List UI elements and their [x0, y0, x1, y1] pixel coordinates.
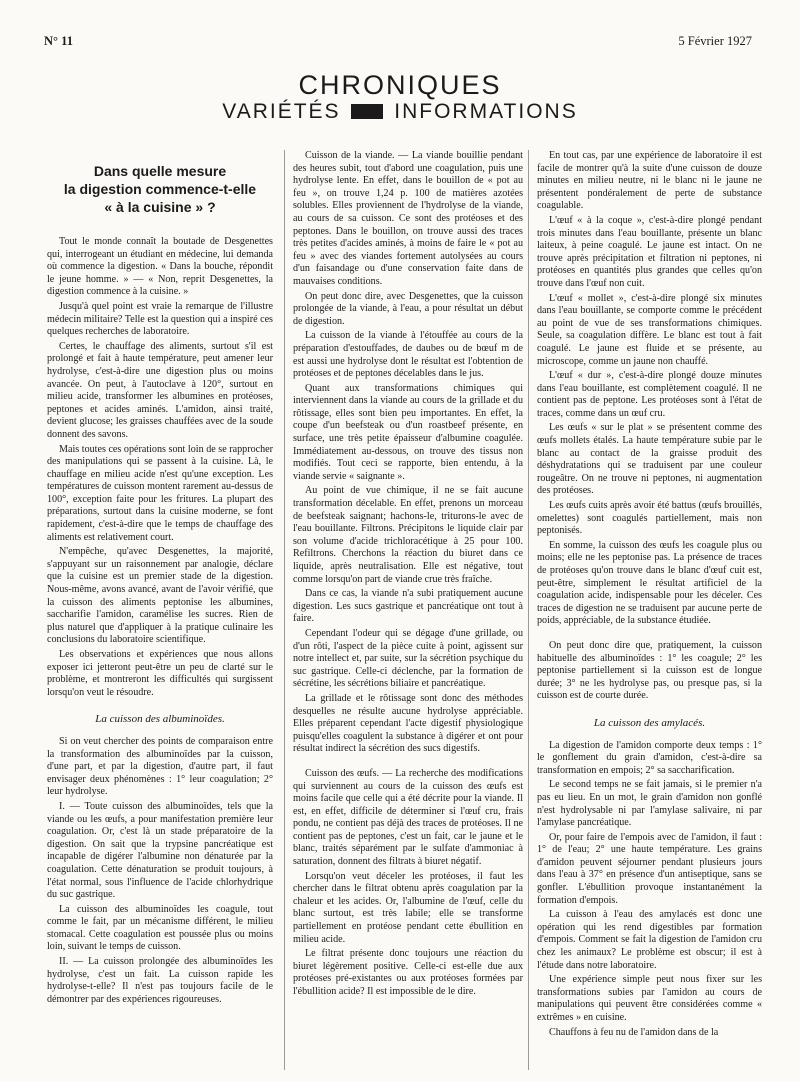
- paragraph: Le filtrat présente donc toujours une réaction du biuret légèrement positive. Celle-ci est-elle due aux protéoses pré-existantes ou aux protéoses formées par l'ébullition acide? Il est impossible de le dire.: [293, 948, 523, 997]
- column-2: [284, 150, 523, 1070]
- paragraph: On peut donc dire, avec Desgenettes, que la cuisson prolongée de la viande, à l'eau, a pour résultat un début de digestion.: [293, 290, 523, 327]
- column-1: [47, 150, 273, 1070]
- paragraph: Chauffons à feu nu de l'amidon dans de la: [549, 1026, 719, 1038]
- paragraph: Certes, le chauffage des aliments, surtout s'il est prolongé et fait à haute température, peut amener leur hydrolyse, c'est-à-dire une digestion plus ou moins avancée. On peut, à l'autoclave à 120°, surtout en milieu acide, transformer les albumines en protéoses, peptones et acides aminés. L'amidon, ainsi traité, devient glucose; les graisses chauffées avec de la soude donnent des savons.: [47, 340, 273, 440]
- issue-number: N° 11: [44, 34, 73, 48]
- paragraph: Lorsqu'on veut déceler les protéoses, il faut les chercher dans le filtrat obtenu après coagulation par la chaleur et les acides. Or, l'albumine de l'œuf, celle du blanc surtout, est très labile; elle se transforme partiellement en protéose pendant cette ébullition en milieu acide.: [293, 870, 523, 945]
- paragraph: La grillade et le rôtissage sont donc des méthodes desquelles ne résulte aucune hydrolyse appréciable. Elles préparent cependant l'acte digestif physiologique puisqu'elles coagulent la substance à digérer et ont pour résultat indirect la sécrétion des sucs digestifs.: [293, 692, 523, 755]
- subtitle-right: INFORMATIONS: [394, 100, 578, 123]
- spacer: [293, 758, 523, 768]
- subtitle-left: VARIÉTÉS: [222, 100, 341, 123]
- paragraph: Quant aux transformations chimiques qui interviennent dans la viande au cours de la grillade et du rôtissage, elles sont bien peu importantes. En effet, la coupe d'un beefsteak ou d'un roastbeef présente, en surface, une très petite épaisseur d'albumine coagulée. Immédiatement au-dessous, on trouve des tissus non modifiés. Tout ceci se rapporte, bien entendu, à la viande servie « saignante ».: [293, 382, 523, 482]
- paragraph: Cependant l'odeur qui se dégage d'une grillade, ou d'un rôti, l'aspect de la pièce cuite à point, agissent sur notre intellect et, par suite, sur la sécrétion psychique du suc gastrique. Celle-ci déclenche, par la formation de sécrétine, les sécrétions biliaire et pancréatique.: [293, 627, 523, 690]
- article-title: [55, 162, 265, 216]
- paragraph: Les œufs cuits après avoir été battus (œufs brouillés, omelettes) sont coagulés partiellement, mais non peptonisés.: [537, 500, 762, 537]
- paragraph: La cuisson à l'eau des amylacés est donc une opération qui les rend digestibles par formation d'empois. Comment se fait la digestion de l'amidon cru chez les animaux? Le problème est obscur; il est à l'étude dans notre laboratoire.: [537, 909, 762, 971]
- paragraph: Mais toutes ces opérations sont loin de se rapprocher des manipulations qui se passent à la cuisine. Là, le chauffage en milieu acide n'est qu'une exception. Les températures de cuisson montent rarement au-dessus de 100°, exception faite pour les fritures. La plupart des préparations, surtout dans la cuisine moderne, se font rapidement, c'est-à-dire que le temps de chauffage des aliments est relativement court.: [47, 443, 273, 543]
- paragraph: L'œuf « mollet », c'est-à-dire plongé six minutes dans l'eau bouillante, se comporte comme le précédent au point de vue de ses transformations chimiques. Seule, sa coagulation diffère. Le blanc est tout à fait coagulé. Le jaune est fluide et se présente, au microscope, comme un jaune non chauffé.: [537, 292, 762, 367]
- running-header: [44, 34, 752, 50]
- section-heading: La cuisson des amylacés.: [593, 716, 706, 729]
- paragraph: Au point de vue chimique, il ne se fait aucune transformation décelable. En effet, prenons un morceau de beefsteak saignant; hachons-le, triturons-le avec de l'eau bouillante. Filtrons. Précipitons le liquide clair par son volume d'acide trichloracétique à 25 pour 100. Refiltrons. Cherchons la réaction du biuret dans ce liquide, après neutralisation. Elle est négative, tout comme lorsqu'on part de viande crue très fraîche.: [293, 485, 523, 585]
- paragraph: N'empêche, qu'avec Desgenettes, la majorité, s'appuyant sur un raisonnement par analogie, déclare que la cuisine est un premier stade de la digestion. Nous-même, avons avancé, avant de l'avoir vérifié, que la cuisson des aliments peptonise les albumines, saccharifie l'amidon, caramélise les sucres. Rien de plus naturel que d'appliquer à la pratique culinaire les conclusions du laboratoire scientifique.: [47, 546, 273, 646]
- paragraph: L'œuf « à la coque », c'est-à-dire plongé pendant trois minutes dans l'eau bouillante, présente un blanc laiteux, à peine coagulé. Le jaune est intact. On ne trouve après précipitation et filtration ni peptones, ni protéoses en quantités plus grandes que celles qu'on trouve dans l'œuf non cuit.: [537, 214, 762, 289]
- title-line: « à la cuisine » ?: [104, 199, 216, 215]
- paragraph: Les observations et expériences que nous allons exposer ici jetteront peut-être un peu de clarté sur le problème, et montreront les difficultés qui surgissent lorsqu'on veut le résoudre.: [47, 649, 273, 698]
- paragraph: En tout cas, par une expérience de laboratoire il est facile de montrer qu'à la suite d'une cuisson de douze minutes en milieu neutre, ni le blanc ni le jaune ne présentent pondéralement de perte de substance coagulable.: [537, 150, 762, 212]
- paragraph: Le second temps ne se fait jamais, si le premier n'a pas eu lieu. En un mot, le grain d'amidon non gonflé n'est hydrolysable ni par l'amylase salivaire, ni par l'amylase pancréatique.: [537, 779, 762, 829]
- paragraph: Tout le monde connaît la boutade de Desgenettes qui, interrogeant un étudiant en médecine, lui demanda où commence la digestion. « Dans la bouche, répondit le jeune homme. » — « Non, reprit Desgenettes, la digestion commence à la cuisine. »: [47, 236, 273, 298]
- paragraph: Or, pour faire de l'empois avec de l'amidon, il faut : 1° de l'eau; 2° une haute température. Les grains d'amidon peuvent séjourner pendant plusieurs jours dans l'eau à 37° en présence d'un antiseptique, sans se gonfler. L'ébullition provoque instantanément la formation d'empois.: [537, 831, 762, 906]
- issue-date: 5 Février 1927: [678, 34, 752, 48]
- paragraph: Jusqu'à quel point est vraie la remarque de l'illustre médecin militaire? Telle est la question qui a inspiré ces quelques recherches de laboratoire.: [47, 300, 273, 338]
- section-title: CHRONIQUES: [298, 70, 502, 100]
- paragraph: La digestion de l'amidon comporte deux temps : 1° le gonflement du grain d'amidon, c'est-à-dire sa transformation en empois; 2° sa saccharification.: [537, 739, 762, 776]
- paragraph: II. — La cuisson prolongée des albuminoïdes les hydrolyse, c'est un fait. La cuisson rapide les hydrolyse-t-elle? Il n'est pas toujours facile de le démontrer par des expériences rigoureuses.: [47, 956, 273, 1005]
- ornament-icon: [351, 104, 383, 119]
- section-heading: La cuisson des albuminoïdes.: [95, 713, 225, 726]
- spacer: [537, 630, 762, 640]
- paragraph: Cuisson des œufs. — La recherche des modifications qui surviennent au cours de la cuisson des œufs est moins facile que celle qui a été décrite pour la viande. Il est, en effet, difficile de déterminer si l'œuf cru, frais pondu, ne contient pas déjà des traces de protéoses. Il ne contient pas de peptones, c'est un fait, car le jaune et le blanc, traités séparément par le sulfate d'ammoniac à saturation, donnent des filtrats à biuret négatif.: [293, 767, 523, 868]
- paragraph: La cuisson de la viande à l'étouffée au cours de la préparation d'estouffades, de daubes ou de bœuf m de est aussi une hydrolyse dont le résultat est l'obtention de protéoses et de peptones décelables dans le jus.: [293, 330, 523, 380]
- title-line: la digestion commence-t-elle: [63, 181, 257, 197]
- paragraph: Si on veut chercher des points de comparaison entre la transformation des albuminoïdes par la cuisson, d'une part, et par la digestion, d'autre part, il faut envisager deux phénomènes : 1° leur coagulation; 2° leur hydrolyse.: [47, 735, 273, 798]
- section-subtitle: [0, 100, 800, 124]
- title-line: Dans quelle mesure: [93, 163, 227, 179]
- column-3: [528, 150, 762, 1070]
- paragraph: Cuisson de la viande. — La viande bouillie pendant des heures subit, tout d'abord une coagulation, puis une hydrolyse lente. En effet, dans le bouillon de « pot au feu », on trouve 1,24 p. 100 de matières azotées solubles. Elles proviennent de l'hydrolyse de la viande, au cours de sa cuisson. Ce sont des protéoses et des peptones. Dans le bouillon, on trouve aussi des traces très petites d'acides aminés, à moins de faire le « pot au feu » avec des viandes fortement autolysées au cours d'un faisandage ou d'une conservation faite dans de mauvaises conditions.: [293, 150, 523, 287]
- paragraph: I. — Toute cuisson des albuminoïdes, tels que la viande ou les œufs, a pour manifestation première leur coagulation. Or, c'est là un stade préparatoire de la digestion. On sait que la trypsine pancréatique est incapable de digérer l'albumine non dénaturée par la coagulation. Cette dénaturation se produit toujours, à l'état normal, sous l'influence de l'acide chlorhydrique du suc gastrique.: [47, 800, 273, 901]
- paragraph: L'œuf « dur », c'est-à-dire plongé douze minutes dans l'eau bouillante, est complètement coagulé. Il ne contient pas de peptone. Les protéoses sont à l'état de traces, comme dans un œuf cru.: [537, 370, 762, 419]
- paragraph: On peut donc dire que, pratiquement, la cuisson habituelle des albuminoïdes : 1° les coagule; 2° les peptonise partiellement si la cuisson est de longue durée; 3° ne les hydrolyse pas, ou presque pas, si la cuisson est de courte durée.: [537, 639, 762, 702]
- paragraph: La cuisson des albuminoïdes les coagule, tout comme le fait, par un mécanisme différent, le milieu stomacal. Cette coagulation est poussée plus ou moins loin, suivant le temps de cuisson.: [47, 903, 273, 953]
- paragraph: En somme, la cuisson des œufs les coagule plus ou moins; elle ne les peptonise pas. La présence de traces de protéoses qu'on trouve dans le blanc d'œuf cuit est, peut-être, simplement le résultat artificiel de la coagulation acide, indispensable pour les déceler. Ces traces de digestion ne se traduisent par aucune perte de poids, appréciable, de la substance étudiée.: [537, 539, 762, 627]
- paragraph: Une expérience simple peut nous fixer sur les transformations subies par l'amidon au cours de manipulations qui peuvent être considérées comme « extrêmes » en cuisine.: [537, 974, 762, 1023]
- paragraph: Dans ce cas, la viande n'a subi pratiquement aucune digestion. Les sucs gastrique et pancréatique ont tout à faire.: [293, 588, 523, 625]
- paragraph: Les œufs « sur le plat » se présentent comme des œufs mollets étalés. La haute température subie par le blanc au contact de la graisse produit des déshydratations qui se traduisent par une couleur rougeâtre. On ne trouve ni peptones, ni augmentation des protéoses.: [537, 422, 762, 497]
